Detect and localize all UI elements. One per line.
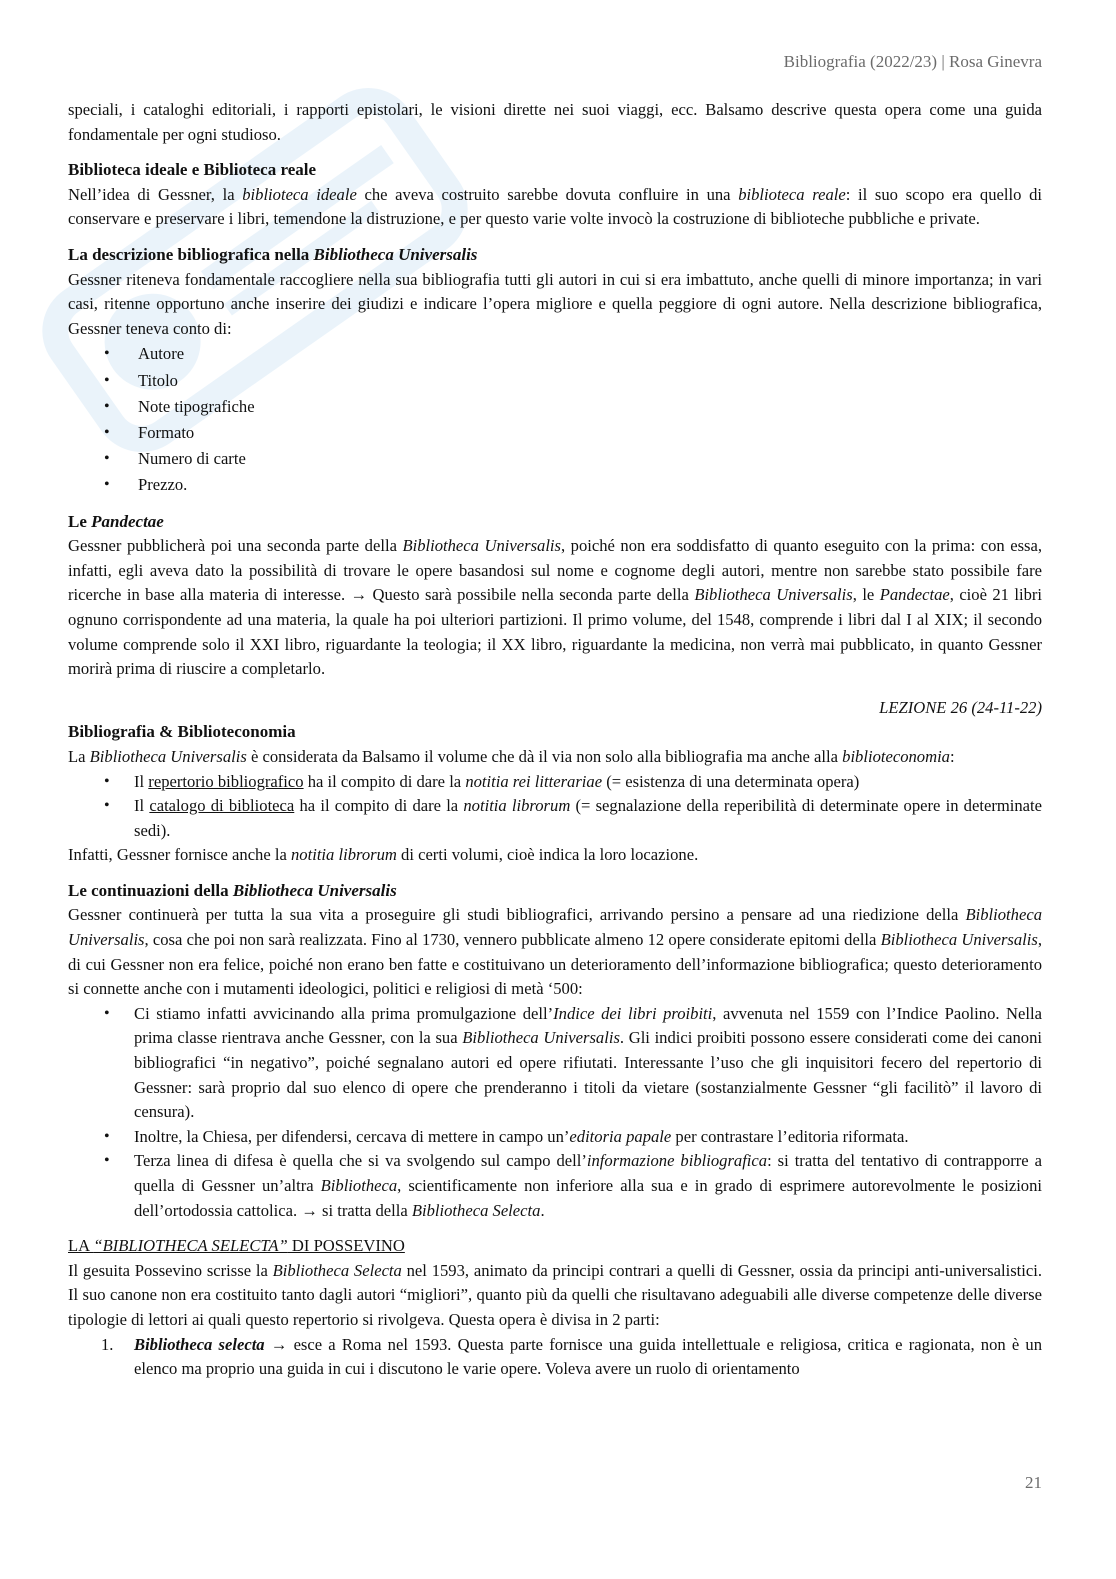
continuazioni-list (68, 1002, 1042, 1223)
continuazioni-paragraph: Gessner continuerà per tutta la sua vita a proseguire gli studi bibliografici, arrivando persino a pensare ad una riedizione della Bibliotheca Universalis, cosa che poi non sarà realizzata. Fino al 1730, vennero pubblicate almeno 12 opere considerate epitomi della Bibliotheca Universalis, di cui Gessner non era felice, poiché non erano ben fatte e costituivano un deterioramento dell’informazione bibliografica; questo deterioramento si connette anche con i mutamenti ideologici, politici e religiosi di metà ‘500: (68, 905, 1043, 999)
arrow-right-icon: → (350, 585, 368, 605)
list-item: 1. Bibliotheca selecta → esce a Roma nel 1593. Questa parte fornisce una guida intellettuale e religiosa, critica e ragionata, non è un elenco ma proprio una guida in cui i discutono le varie opere. Voleva avere un ruolo di orientamento (101, 1334, 1042, 1379)
biblioteconomia-paragraph: La Bibliotheca Universalis è considerata da Balsamo il volume che dà il via non solo alla bibliografia ma anche alla biblioteconomia: (68, 746, 955, 766)
list-item: • Autore (68, 341, 1042, 367)
list-item: • Note tipografiche (68, 394, 1042, 420)
biblioteca-paragraph: Nell’idea di Gessner, la biblioteca ideale che aveva costruito sarebbe dovuta confluire in una biblioteca reale: il suo scopo era quello di conservare e preservare i libri, temendone la distruzione, e per questo varie volte invocò la costruzione di biblioteche pubbliche e private. (68, 184, 1042, 229)
list-item: • Titolo (68, 368, 1042, 394)
list-item: • Formato (68, 420, 1042, 446)
section-title-descrizione: La descrizione bibliografica nella Bibliotheca Universalis (68, 244, 478, 264)
arrow-right-icon: → (270, 1334, 288, 1354)
list-item: • Terza linea di difesa è quella che si va svolgendo sul campo dell’informazione bibliografica: si tratta del tentativo di contrapporre a quella di Gessner un’altra Bibliotheca, scientificamente non inferiore alla sua e in grado di esprimere autorevolmente le posizioni dell’ortodossia cattolica. → si tratta della Bibliotheca Selecta. (68, 1149, 1042, 1223)
list-item: • Il catalogo di biblioteca ha il compito di dare la notitia librorum (= segnalazione della reperibilità di determinate opere in determinate sedi). (68, 794, 1042, 843)
possevino-list (68, 1333, 1042, 1382)
lesson-label: LEZIONE 26 (24-11-22) (879, 697, 1042, 717)
biblioteconomia-list (68, 770, 1042, 844)
section-title-continuazioni: Le continuazioni della Bibliotheca Universalis (68, 880, 397, 900)
list-item: • Prezzo. (68, 472, 1042, 498)
section-title-possevino: LA “BIBLIOTHECA SELECTA” DI POSSEVINO (68, 1236, 405, 1256)
pandectae-paragraph: Gessner pubblicherà poi una seconda parte della Bibliotheca Universalis, poiché non era soddisfatto di quanto eseguito con la prima: con essa, infatti, egli aveva dato la possibilità di trovare le opere basandosi sul nome e cognome degli autori, mentre non sarebbe stato possibile fare ricerche in base alla materia di interesse. → Questo sarà possibile nella seconda parte della Bibliotheca Universalis, le Pandectae, cioè 21 libri ognuno corrispondente ad una materia, la quale ha poi ulteriori partizioni. Il primo volume, del 1548, comprende i libri dal I al XIX; il secondo volume comprende solo il XXI libro, riguardante la teologia; il XX libro, riguardante la medicina, non verrà mai pubblicato, in quanto Gessner morirà prima di riuscire a completarlo. (68, 536, 1043, 679)
section-title-biblioteconomia: Bibliografia & Biblioteconomia (68, 722, 296, 742)
descrizione-list (68, 341, 1042, 498)
page-header: Bibliografia (2022/23) | Rosa Ginevra (783, 52, 1042, 71)
intro-paragraph: speciali, i cataloghi editoriali, i rapporti epistolari, le visioni dirette nei suoi viaggi, ecc. Balsamo descrive questa opera come una guida fondamentale per ogni studioso. (68, 100, 1042, 144)
document-body (68, 98, 1042, 1382)
list-item: • Inoltre, la Chiesa, per difendersi, cercava di mettere in campo un’editoria papale per contrastare l’editoria riformata. (68, 1125, 1042, 1150)
descrizione-paragraph: Gessner riteneva fondamentale raccogliere nella sua bibliografia tutti gli autori in cui si era imbattuto, anche quelli di minore importanza; in vari casi, ritenne opportuno anche inserire dei giudizi e indicare l’opera migliore e quella peggiore di ogni autore. Nella descrizione bibliografica, Gessner teneva conto di: (68, 269, 1042, 338)
list-item: • Numero di carte (68, 446, 1042, 472)
list-item: • Ci stiamo infatti avvicinando alla prima promulgazione dell’Indice dei libri proibiti, avvenuta nel 1559 con l’Indice Paolino. Nella prima classe rientrava anche Gessner, con la sua Bibliotheca Universalis. Gli indici proibiti possono essere considerati come dei canoni bibliografici “in negativo”, poiché segnalano autori ed opere rifiutati. Interessante l’uso che gli inquisitori fecero del repertorio di Gessner: sarà proprio dal suo elenco di opere che prenderanno i titoli da vietare (sostanzialmente Gessner “gli facilitò” il lavoro di censura). (68, 1002, 1042, 1125)
page-number: 21 (1025, 1473, 1042, 1492)
list-item: • Il repertorio bibliografico ha il compito di dare la notitia rei litterariae (= esistenza di una determinata opera) (68, 770, 1042, 795)
possevino-paragraph: Il gesuita Possevino scrisse la Bibliotheca Selecta nel 1593, animato da principi contrari a quelli di Gessner, ossia da principi anti-universalistici. Il suo canone non era costituito tanto dagli autori “migliori”, quanto più da quelli che risultavano adeguabili alle diverse competenze delle diverse tipologie di lettori ai quali questo repertorio si rivolgeva. Questa opera è divisa in 2 parti: (68, 1260, 1042, 1329)
arrow-right-icon: → (301, 1200, 318, 1220)
section-title-pandectae: Le Pandectae (68, 511, 164, 531)
section-title-biblioteca: Biblioteca ideale e Biblioteca reale (68, 160, 317, 180)
biblioteconomia-end: Infatti, Gessner fornisce anche la notitia librorum di certi volumi, cioè indica la loro locazione. (68, 845, 699, 865)
